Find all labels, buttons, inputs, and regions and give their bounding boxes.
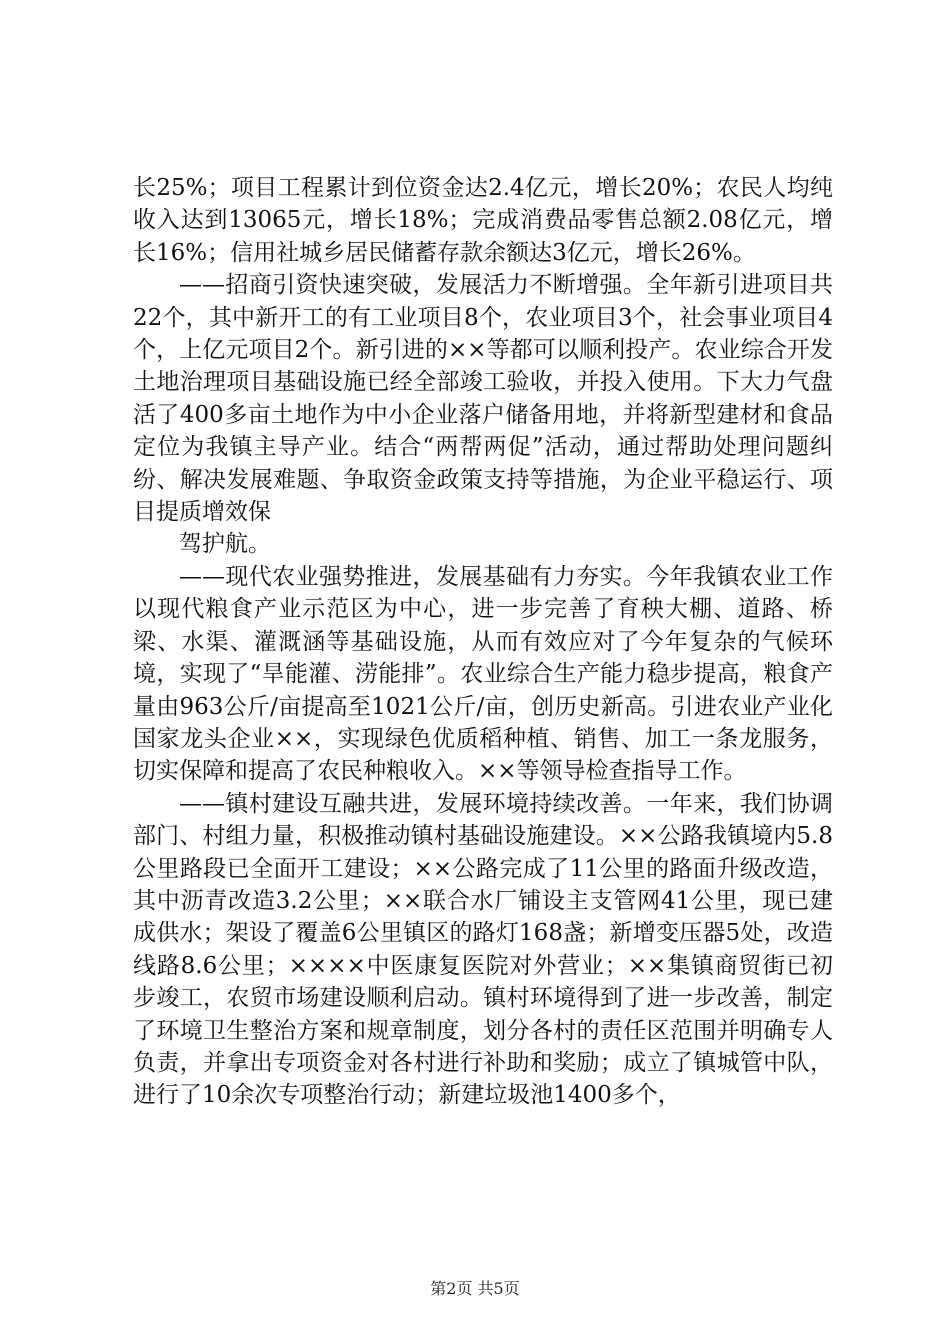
paragraph-agriculture: ——现代农业强势推进，发展基础有力夯实。今年我镇农业工作以现代粮食产业示范区为中心，进一步完善了育秧大棚、道路、桥梁、水渠、灌溉涵等基础设施，从而有效应对了今年复杂的气候环境，实现了“旱能灌、涝能排”。农业综合生产能力稳步提高，粮食产量由963公斤/亩提高至1021公斤/亩，创历史新高。引进农业产业化国家龙头企业××，实现绿色优质稻种植、销售、加工一条龙服务，切实保障和提高了农民种粮收入。××等领导检查指导工作。 xyxy=(133,563,833,785)
document-body xyxy=(133,172,833,1112)
page-number-footer: 第2页 共5页 xyxy=(430,1279,520,1298)
paragraph-continuation: 长25%；项目工程累计到位资金达2.4亿元，增长20%；农民人均纯收入达到13065元，增长18%；完成消费品零售总额2.08亿元，增长16%；信用社城乡居民储蓄存款余额达3亿元，增长26%。 xyxy=(133,175,833,266)
paragraph-investment: ——招商引资快速突破，发展活力不断增强。全年新引进项目共22个，其中新开工的有工业项目8个，农业项目3个，社会事业项目4个，上亿元项目2个。新引进的××等都可以顺利投产。农业综合开发土地治理项目基础设施已经全部竣工验收，并投入使用。下大力气盘活了400多亩土地作为中小企业落户储备用地，并将新型建材和食品定位为我镇主导产业。结合“两帮两促”活动，通过帮助处理问题纠纷、解决发展难题、争取资金政策支持等措施，为企业平稳运行、项目提质增效保 xyxy=(133,272,833,526)
paragraph-investment-tail: 驾护航。 xyxy=(179,531,271,558)
paragraph-construction: ——镇村建设互融共进，发展环境持续改善。一年来，我们协调部门、村组力量，积极推动镇村基础设施建设。××公路我镇境内5.8公里路段已全面开工建设；××公路完成了11公里的路面升级改造，其中沥青改造3.2公里；××联合水厂铺设主支管网41公里，现已建成供水；架设了覆盖6公里镇区的路灯168盏；新增变压器5处，改造线路8.6公里；××××中医康复医院对外营业；××集镇商贸街已初步竣工，农贸市场建设顺利启动。镇村环境得到了进一步改善，制定了环境卫生整治方案和规章制度，划分各村的责任区范围并明确专人负责，并拿出专项资金对各村进行补助和奖励；成立了镇城管中队，进行了10余次专项整治行动；新建垃圾池1400多个， xyxy=(133,790,833,1109)
